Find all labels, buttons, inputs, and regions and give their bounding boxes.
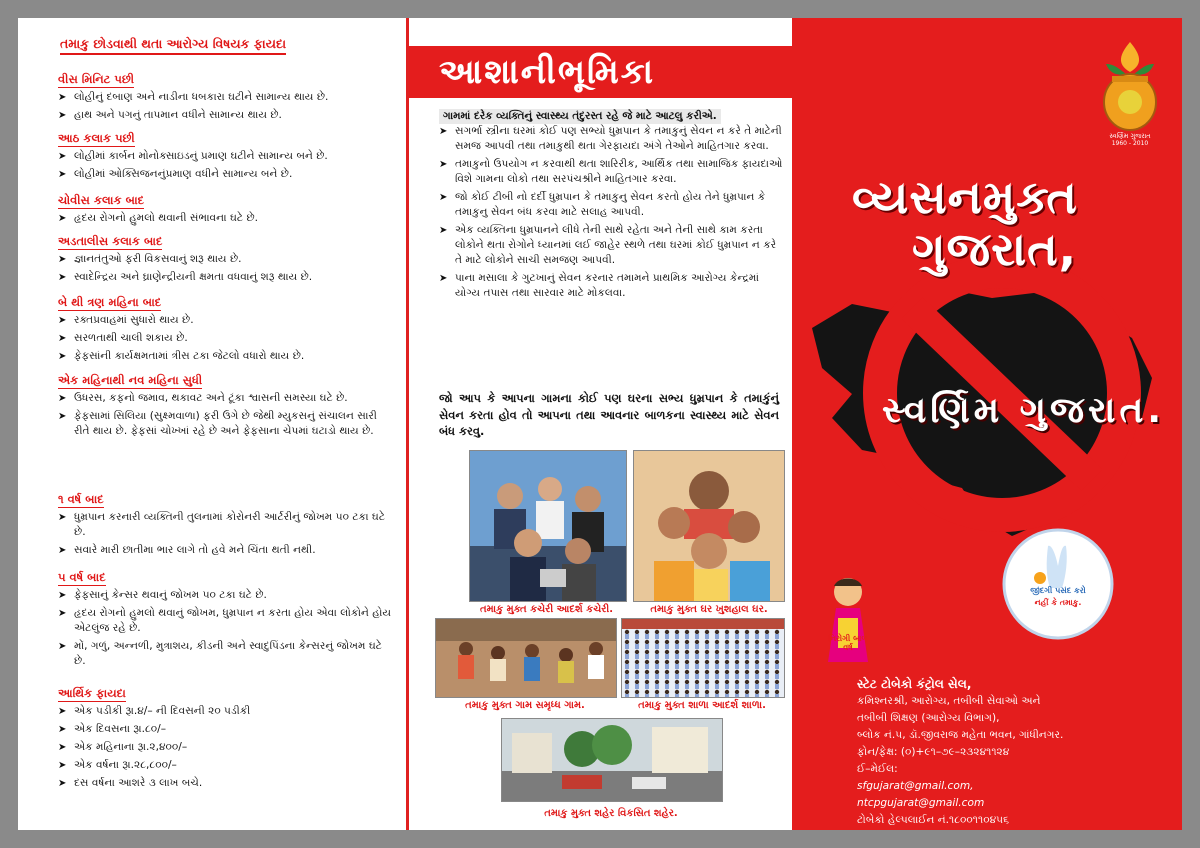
school-photo bbox=[621, 618, 785, 698]
email-link[interactable]: ntcpgujarat@gmail.com bbox=[857, 797, 985, 809]
section-1-9-months bbox=[58, 369, 393, 442]
list-item: ➤ તમાકુનો ઉપયોગ ન કરવાથી થતા શારિરીક, આર્થિક તથા સામાજિક ફાયદાઓ વિશે ગામના લોકો તથા સરપંચશ્રીને માહિતગાર કરવા. bbox=[439, 157, 784, 187]
village-caption: તમાકુ મુક્ત ગામ સમૃધ્ધ ગામ. bbox=[465, 700, 585, 711]
section-24-hours bbox=[58, 189, 393, 229]
section-20-minutes bbox=[58, 68, 393, 126]
village-photo bbox=[435, 618, 617, 698]
right-panel bbox=[792, 18, 1182, 830]
asha-banner bbox=[409, 46, 795, 98]
address-line: તબીબી શિક્ષણ (આરોગ્ય વિભાગ), bbox=[857, 712, 1000, 724]
main-title-line1: વ્યસનમુક્ત bbox=[852, 170, 1078, 224]
section-heading: આઠ કલાક પછી bbox=[58, 131, 135, 145]
address-line: કમિશ્નરશ્રી, આરોગ્ય, તબીબી સેવાઓ અને bbox=[857, 695, 1041, 707]
asha-title: આશાનીભૂમિકા bbox=[439, 52, 656, 92]
section-heading: બે થી ત્રણ મહિના બાદ bbox=[58, 295, 162, 309]
list-item: ➤ સવારે મારી છાતીમા ભાર લાગે તો હવે મને ચિંતા થતી નથી. bbox=[58, 543, 393, 558]
asha-subheading: ગામમાં દરેક વ્યક્તિનું સ્વાસ્થ્ય તંદુરસ્ત રહે જે માટે આટલુ કરીએ. bbox=[439, 109, 721, 124]
section-2-3-months bbox=[58, 291, 393, 367]
list-item: ➤ એક પડીકી રૂા.૪/– ની દિવસની ૨૦ પડીકી bbox=[58, 704, 393, 719]
list-item: ➤ ફેફસાનું કેન્સર થવાનું જોખમ ૫૦ ટકા ઘટે છે. bbox=[58, 588, 393, 603]
nirogi-bal-mascot-icon bbox=[822, 574, 874, 666]
section-heading: ૫ વર્ષ બાદ bbox=[58, 570, 106, 584]
list-item: ➤ મોં, ગળું, અન્નળી, મુત્રાશય, કીડની અને સ્વાદુપિંડના કેન્સરનું જોખમ ઘટે છે. bbox=[58, 639, 393, 669]
section-1-year bbox=[58, 488, 393, 561]
list-item: ➤ જ્ઞાનતંતુઓ ફરી વિકસવાનું શરૂ થાય છે. bbox=[58, 252, 393, 267]
helpline: ટોબેકો હેલ્પલાઈન નં.૧૮૦૦૧૧૦૪૫૬ bbox=[857, 814, 1010, 826]
address-line: બ્લોક નં.૫, ડૉ.જીવરાજ મહેતા ભવન, ગાંધીનગર. bbox=[857, 729, 1064, 741]
list-item: ➤ હૃદય રોગનો હુમલો થવાનું જોખમ, ધુમ્રપાન ન કરતા હોય એવા લોકોને હોય એટલુંજ રહે છે. bbox=[58, 606, 393, 636]
phone-fax: ફોન/ફેક્ષ: (૦)+૯૧–૭૯–૨૩૨૪૧૧૨૪ bbox=[857, 746, 1010, 758]
home-caption: તમાકુ મુક્ત ઘર ખુશહાલ ઘર. bbox=[650, 604, 768, 615]
school-caption: તમાકુ મુક્ત શાળા આદર્શ શાળા. bbox=[638, 700, 766, 711]
section-48-hours bbox=[58, 230, 393, 288]
section-8-hours bbox=[58, 127, 393, 185]
list-item: ➤ ધુમ્રપાન કરનારી વ્યક્તિની તુલનામાં કોરોનરી આર્ટરીનું જોખમ ૫૦ ટકા ઘટે છે. bbox=[58, 510, 393, 540]
list-item: ➤ હાથ અને પગનું તાપમાન વધીને સામાન્ય થાય છે. bbox=[58, 108, 393, 123]
section-5-years bbox=[58, 566, 393, 672]
email-link[interactable]: sfgujarat@gmail.com, bbox=[857, 780, 974, 792]
office-photo bbox=[469, 450, 627, 602]
list-item: ➤ પાના મસાલા કે ગુટખાનું સેવન કરનાર તમામને પ્રાથમિક આરોગ્ય કેન્દ્રમાં યોગ્ય તપાસ તથા સારવાર માટે મોકલવા. bbox=[439, 271, 784, 301]
emblem-years: 1960 - 2010 bbox=[1111, 140, 1149, 147]
section-heading: અડતાલીસ કલાક બાદ bbox=[58, 234, 163, 248]
list-item: ➤ એક મહિનાના રૂા.૨,૪૦૦/– bbox=[58, 740, 393, 755]
contact-address bbox=[857, 676, 1177, 829]
family-photo bbox=[633, 450, 785, 602]
email-label: ઈ–મેઈલ: bbox=[857, 763, 898, 775]
list-item: ➤ ફેફસામાં સિલિયા (સુક્ષ્મવાળા) ફરી ઉગે છે જેથી મ્યુકસનું સંચાલન સારી રીતે થાય છે. ફેફસાં ચોખ્ખાં રહે છે અને ફેફસાના ચેપમાં ઘટાડો થાય છે. bbox=[58, 409, 393, 439]
middle-panel bbox=[406, 18, 795, 830]
list-item: ➤ ઉધરસ, કફનો જમાવ, થકાવટ અને ટૂંકા શ્વાસની સમસ્યા ઘટે છે. bbox=[58, 391, 393, 406]
section-heading: એક મહિનાથી નવ મહિના સુધી bbox=[58, 373, 203, 387]
section-economic-benefits bbox=[58, 682, 393, 794]
city-photo bbox=[501, 718, 723, 802]
section-heading: આર્થિક ફાયદા bbox=[58, 686, 126, 700]
list-item: ➤ ફેફસાંની કાર્યક્ષમતામાં ત્રીસ ટકા જેટલો વધારો થાય છે. bbox=[58, 349, 393, 364]
main-title-line2: ગુજરાત, bbox=[912, 222, 1078, 276]
section-heading: ૧ વર્ષ બાદ bbox=[58, 492, 104, 506]
list-item: ➤ લોહીનું દબાણ અને નાડીના ધબકારા ઘટીને સામાન્ય થાય છે. bbox=[58, 90, 393, 105]
mascot-label: નિરોગી બાળ વર્ષ bbox=[828, 634, 868, 652]
list-item: ➤ સગર્ભા સ્ત્રીના ઘરમાં કોઈ પણ સભ્યો ધુમ્રપાન કે તમાકુનું સેવન ન કરે તે માટેની સમજ આપવી તથા તમાકુથી થતા ગેરફાયદા અંગે તેઓને માહિતગાર કરવા. bbox=[439, 124, 784, 154]
swarnim-gujarat-emblem-icon bbox=[1090, 38, 1170, 148]
asha-duties-list bbox=[439, 124, 784, 304]
badge-text-2: નહીં કે તમાકુ. bbox=[1034, 598, 1082, 607]
left-panel bbox=[18, 18, 400, 830]
badge-text-1: જીંદગી પસંદ કરો bbox=[1030, 586, 1086, 595]
slogan: સ્વર્ણિમ ગુજરાત. bbox=[882, 390, 1166, 431]
list-item: ➤ સરળતાથી ચાલી શકાય છે. bbox=[58, 331, 393, 346]
office-caption: તમાકુ મુક્ત કચેરી આદર્શ કચેરી. bbox=[479, 604, 614, 615]
list-item: ➤ લોહીમાં ઓક્સિજનનુંપ્રમાણ વધીને સામાન્ય બને છે. bbox=[58, 167, 393, 182]
section-heading: વીસ મિનિટ પછી bbox=[58, 72, 134, 86]
choose-life-badge-icon bbox=[1000, 526, 1116, 642]
list-item: ➤ જો કોઈ ટીબી નો દર્દી ધુમ્રપાન કે તમાકુનુ સેવન કરતો હોય તેને ધુમ્રપાન કે તમાકુનુ સેવન બંધ કરવા માટે સલાહ આપવી. bbox=[439, 190, 784, 220]
list-item: ➤ દસ વર્ષના આશરે ૩ લાખ બચે. bbox=[58, 776, 393, 791]
list-item: ➤ એક દિવસના રૂા.૮૦/– bbox=[58, 722, 393, 737]
city-caption: તમાકુ મુક્ત શહેર વિકસિત શહેર. bbox=[544, 808, 678, 819]
list-item: ➤ સ્વાદેન્દ્રિય અને ઘ્રાણેન્દ્રીયની ક્ષમતા વધવાનું શરૂ થાય છે. bbox=[58, 270, 393, 285]
list-item: ➤ રક્તપ્રવાહમાં સુધારો થાય છે. bbox=[58, 313, 393, 328]
benefits-title: તમાકુ છોડવાથી થતા આરોગ્ય વિષયક ફાયદા bbox=[60, 36, 286, 55]
list-item: ➤ લોહીમાં કાર્બન મોનોક્સાઇડનું પ્રમાણ ઘટીને સામાન્ય બને છે. bbox=[58, 149, 393, 164]
list-item: ➤ એક વર્ષના રૂા.૨૮,૮૦૦/– bbox=[58, 758, 393, 773]
list-item: ➤ હૃદય રોગનો હુમલો થવાની સંભાવના ઘટે છે. bbox=[58, 211, 393, 226]
brochure-sheet bbox=[18, 18, 1182, 830]
section-heading: ચોવીસ કલાક બાદ bbox=[58, 193, 145, 207]
emblem-label: સ્વર્ણિમ ગુજરાત bbox=[1109, 132, 1151, 140]
appeal-paragraph: જો આપ કે આપના ગામના કોઈ પણ ઘરના સભ્ય ધુમ્રપાન કે તમાકુંનું સેવન કરતા હોવ તો આપના તથા આવનાર બાળકના સ્વાસ્થ્ય માટે સેવન બંધ કરવુ. bbox=[439, 391, 779, 438]
list-item: ➤ એક વ્યક્તિના ધુમ્રપાનને લીધે તેની સાથે રહેતા અને તેની સાથે કામ કરતા લોકોને થતા રોગોને ધ્યાનમાં લઈ જાહેર સ્થળે તથા ઘરમાં કોઈ ધુમ્રપાન ન કરે તે માટે લોકોને સાચી સમજણ આપવી. bbox=[439, 223, 784, 268]
address-line: સ્ટેટ ટોબેકો કંટ્રોલ સેલ, bbox=[857, 677, 972, 691]
